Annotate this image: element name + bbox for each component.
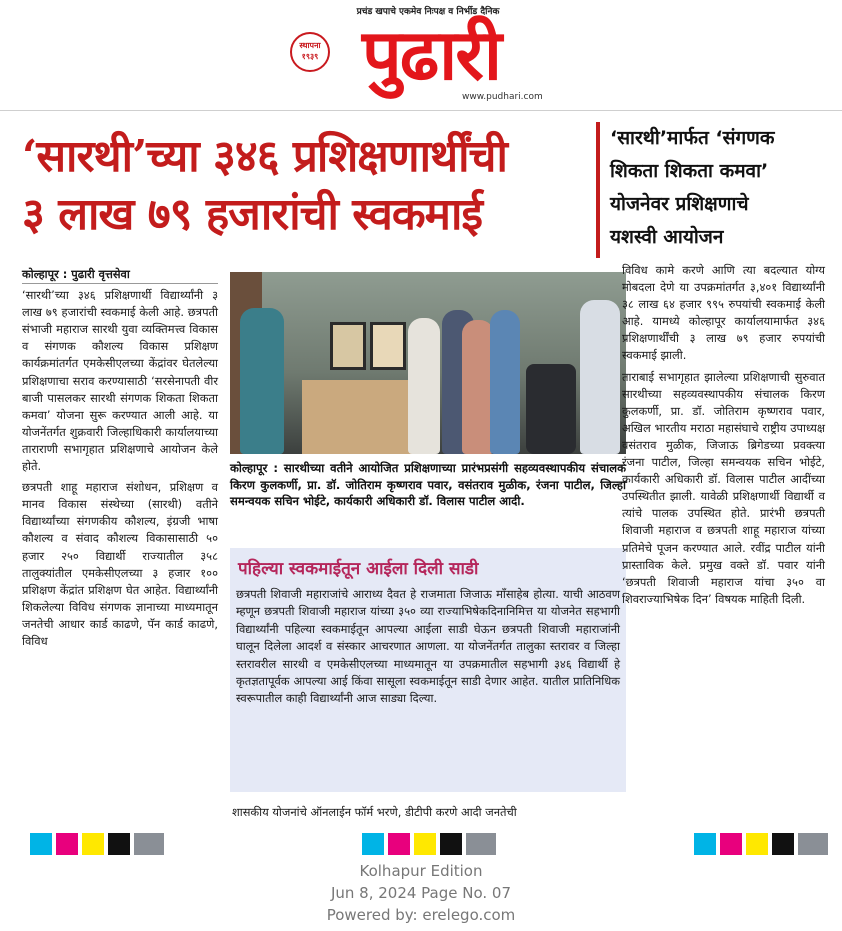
sub-headline-line-2: शिकता शिकता कमवा’ xyxy=(610,160,769,182)
edition-footer xyxy=(0,860,842,926)
left-column xyxy=(22,266,218,654)
person-figure xyxy=(490,310,520,454)
masthead-divider xyxy=(0,110,842,111)
seal-year: १९३९ xyxy=(301,52,319,61)
dateline: कोल्हापूर : पुढारी वृत्तसेवा xyxy=(22,266,218,284)
person-figure xyxy=(240,308,284,454)
article-headline xyxy=(22,128,592,244)
color-registration-bar-left xyxy=(30,833,168,855)
powered-by-link[interactable]: Powered by: erelego.com xyxy=(326,906,516,924)
masthead xyxy=(0,0,842,112)
sub-headline-line-1: ‘सारथी’मार्फत ‘संगणक xyxy=(610,127,775,149)
left-paragraph-1: ‘सारथी’च्या ३४६ प्रशिक्षणार्थी विद्यार्थ्यांनी ३ लाख ७९ हजारांची स्वकमाई केली आहे. छत्रपती संभाजी महाराज सारथी युवा व्यक्तिमत्त्व विकास व संगणक कौशल्य विकास प्रशिक्षण कार्यक्रमांतर्गत एमकेसीएलच्या केंद्रांवर घेतलेल्या प्रशिक्षणाचा सराव करण्यासाठी ‘सरसेनापती वीर बाजी पासलकर सारथी संगणक शिकता शिकता कमवा’ योजना सुरू करण्यात आली आहे. या योजनेंतर्गत शुक्रवारी जिल्हाधिकारी कार्यालयाच्या ताराराणी सभागृहात प्रशिक्षणाचे आयोजन केले होते. xyxy=(22,288,218,474)
established-seal-icon xyxy=(290,32,330,72)
headline-line-2: ३ लाख ७९ हजारांची स्वकमाई xyxy=(22,189,482,240)
newspaper-url: www.pudhari.com xyxy=(462,92,543,102)
edition-date-page: Jun 8, 2024 Page No. 07 xyxy=(330,884,512,902)
portrait-frame-2 xyxy=(370,322,406,370)
sub-headline-line-3: योजनेवर प्रशिक्षणाचे xyxy=(610,193,749,215)
sub-headline-line-4: यशस्वी आयोजन xyxy=(610,226,724,248)
color-registration-bar-center xyxy=(362,833,500,855)
color-registration-bar-right xyxy=(694,833,832,855)
masthead-tagline: प्रचंड खपाचे एकमेव निःपक्ष व निर्भीड दैनिक xyxy=(356,7,500,17)
boxed-story-title: पहिल्या स्वकमाईतून आईला दिली साडी xyxy=(238,559,479,579)
event-photo xyxy=(230,272,626,454)
right-paragraph-1: विविध कामे करणे आणि त्या बदल्यात योग्य मोबदला देणे या उपक्रमांतर्गत ३,४०१ विद्यार्थ्यांनी ३८ लाख ६४ हजार ९९५ रुपयांची स्वकमाई केली आहे. यामध्ये कोल्हापूर कार्यालयामार्फत ३४६ प्रशिक्षणार्थींची ३ लाख ७९ हजार रुपयांची स्वकमाई झाली. xyxy=(622,263,825,363)
right-paragraph-2: ताराबाई सभागृहात झालेल्या प्रशिक्षणाची सुरुवात सारथीच्या सहव्यवस्थापकीय संचालक किरण कुलकर्णी, प्रा. डॉ. जोतिराम कृष्णराव पवार, अखिल भारतीय मराठा महासंघाचे राष्ट्रीय उपाध्यक्ष वसंतराव मुळीक, जिजाऊ ब्रिगेडच्या प्रवक्त्या रंजना पाटील, जिल्हा समन्वयक सचिन भोईटे, कार्यकारी अधिकारी डॉ. विलास पाटील आदींच्या उपस्थितीत झाली. यावेळी प्रशिक्षणार्थी विद्यार्थी व त्यांचे पालक उपस्थित होते. प्रारंभी छत्रपती शिवाजी महाराज व छत्रपती शाहू महाराज यांच्या प्रतिमेचे पूजन करण्यात आले. रवींद्र पाटील यांनी प्रास्ताविक केले. प्रमुख वक्ते डॉ. पवार यांनी ‘छत्रपती शिवाजी महाराज यांचा ३५० वा शिवराज्याभिषेक दिन’ विषयक माहिती दिली. xyxy=(622,369,825,606)
sub-headline xyxy=(596,122,828,258)
headline-line-1: ‘सारथी’च्या ३४६ प्रशिक्षणार्थींची xyxy=(22,131,507,182)
continuation-line: शासकीय योजनांचे ऑनलाईन फॉर्म भरणे, डीटीपी करणे आदी जनतेची xyxy=(232,805,517,819)
edition-name: Kolhapur Edition xyxy=(359,862,483,880)
newspaper-logo: पुढारी xyxy=(361,14,501,96)
person-figure xyxy=(408,318,440,454)
portrait-frame-1 xyxy=(330,322,366,370)
boxed-story-body: छत्रपती शिवाजी महाराजांचे आराध्य दैवत हे राजमाता जिजाऊ माँसाहेब होत्या. याची आठवण म्हणून छत्रपती शिवाजी महाराज यांच्या ३५० व्या राज्याभिषेकदिनानिमित्त या योजनेत सहभागी विद्यार्थ्यांनी पहिल्या स्वकमाईतून आपल्या आईला साडी घेऊन छत्रपती शिवाजी महाराजांनी घालून दिलेला आदर्श व संस्कार आचरणात आणला. या योजनेंतर्गत तालुका स्तरावर व जिल्हा स्तरावरील सारथी व एमकेसीएलच्या माध्यमातून या उपक्रमातील सहभागी ३४६ विद्यार्थी हे कृतज्ञतापूर्वक आपल्या आई किंवा सासूला स्वकमाईतून साडी देणार आहेत. यातील प्रातिनिधिक स्वरूपातील काही विद्यार्थ्यांनी आज साड्या दिल्या. xyxy=(236,587,620,706)
seal-label: स्थापना xyxy=(299,41,321,50)
right-column xyxy=(622,262,825,612)
person-figure xyxy=(580,300,620,454)
photo-caption: कोल्हापूर : सारथीच्या वतीने आयोजित प्रशिक्षणाच्या प्रारंभप्रसंगी सहव्यवस्थापकीय संचालक किरण कुलकर्णी, प्रा. डॉ. जोतिराम कृष्णराव पवार, वसंतराव मुळीक, रंजना पाटील, जिल्हा समन्वयक सचिन भोईटे, कार्यकारी अधिकारी डॉ. विलास पाटील आदी. xyxy=(230,461,626,509)
table-shape xyxy=(302,380,422,454)
office-chair xyxy=(526,364,576,454)
left-paragraph-2: छत्रपती शाहू महाराज संशोधन, प्रशिक्षण व मानव विकास संस्थेच्या (सारथी) वतीने विद्यार्थ्यांच्या संगणकीय कौशल्य, इंग्रजी भाषा कौशल्य व संवाद कौशल्य विकासासाठी ५० हजार २५० विद्यार्थी राज्यातील ३५८ तालुक्यांतील एमकेसीएलच्या ३ हजार १०० प्रशिक्षण केंद्रांत प्रशिक्षण घेत आहेत. विद्यार्थ्यांनी शिकलेल्या विविध संगणक ज्ञानाच्या माध्यमातून जनतेची आधार कार्ड काढणे, पॅन कार्ड काढणे, विविध xyxy=(22,480,218,648)
